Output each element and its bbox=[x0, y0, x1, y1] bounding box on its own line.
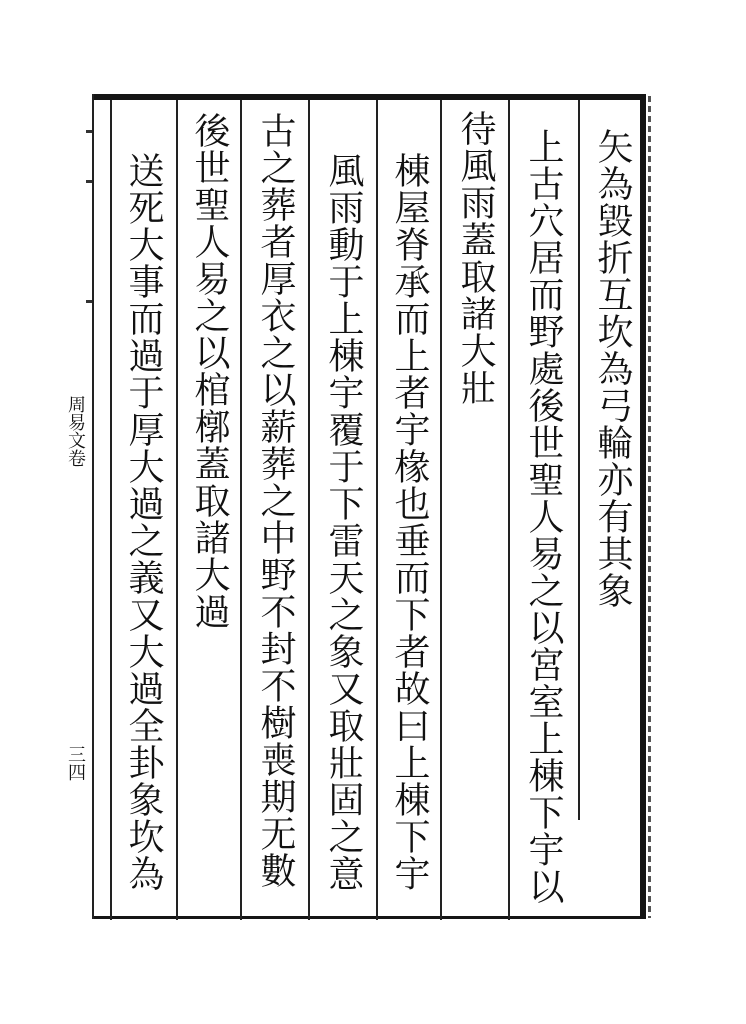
column-text: 古之葬者厚衣之以薪葬之中野不封不樹喪期无數 bbox=[255, 112, 296, 889]
column-text: 矢為毀折互坎為弓輪亦有其象 bbox=[592, 128, 633, 609]
column-text: 風雨動于上棟宇覆于下雷天之象又取壯固之意 bbox=[323, 152, 364, 892]
column-text: 待風雨蓋取諸大壯 bbox=[455, 110, 496, 406]
column-divider bbox=[376, 100, 378, 920]
text-column-2 bbox=[518, 128, 568, 905]
left-border bbox=[92, 94, 94, 919]
margin-title bbox=[62, 395, 92, 472]
page-number: 三四 bbox=[65, 745, 86, 781]
text-column-6 bbox=[250, 112, 300, 889]
fold-mark bbox=[86, 180, 92, 183]
column-divider bbox=[440, 100, 442, 920]
column-divider bbox=[176, 100, 178, 920]
margin-title-text: 周易文卷 bbox=[65, 395, 86, 467]
text-column-1 bbox=[587, 128, 637, 609]
text-column-5 bbox=[318, 152, 368, 892]
column-divider bbox=[508, 100, 510, 920]
column-divider bbox=[578, 100, 580, 820]
text-column-7 bbox=[184, 112, 234, 630]
column-text: 上古穴居而野處後世聖人易之以宮室上棟下宇以 bbox=[523, 128, 564, 905]
column-divider bbox=[308, 100, 310, 920]
fold-mark bbox=[86, 300, 92, 303]
column-text: 後世聖人易之以棺槨蓋取諸大過 bbox=[189, 112, 230, 630]
text-column-4 bbox=[384, 152, 434, 892]
column-text: 送死大事而過于厚大過之義又大過全卦象坎為 bbox=[123, 152, 164, 892]
text-column-3 bbox=[450, 110, 500, 406]
column-divider bbox=[110, 100, 112, 920]
fold-mark bbox=[86, 130, 92, 133]
column-text: 棟屋脊承而上者宇椽也垂而下者故曰上棟下宇 bbox=[389, 152, 430, 892]
text-column-8 bbox=[118, 152, 168, 892]
right-edge-texture bbox=[648, 96, 651, 918]
column-divider bbox=[240, 100, 242, 920]
right-border bbox=[640, 94, 646, 919]
